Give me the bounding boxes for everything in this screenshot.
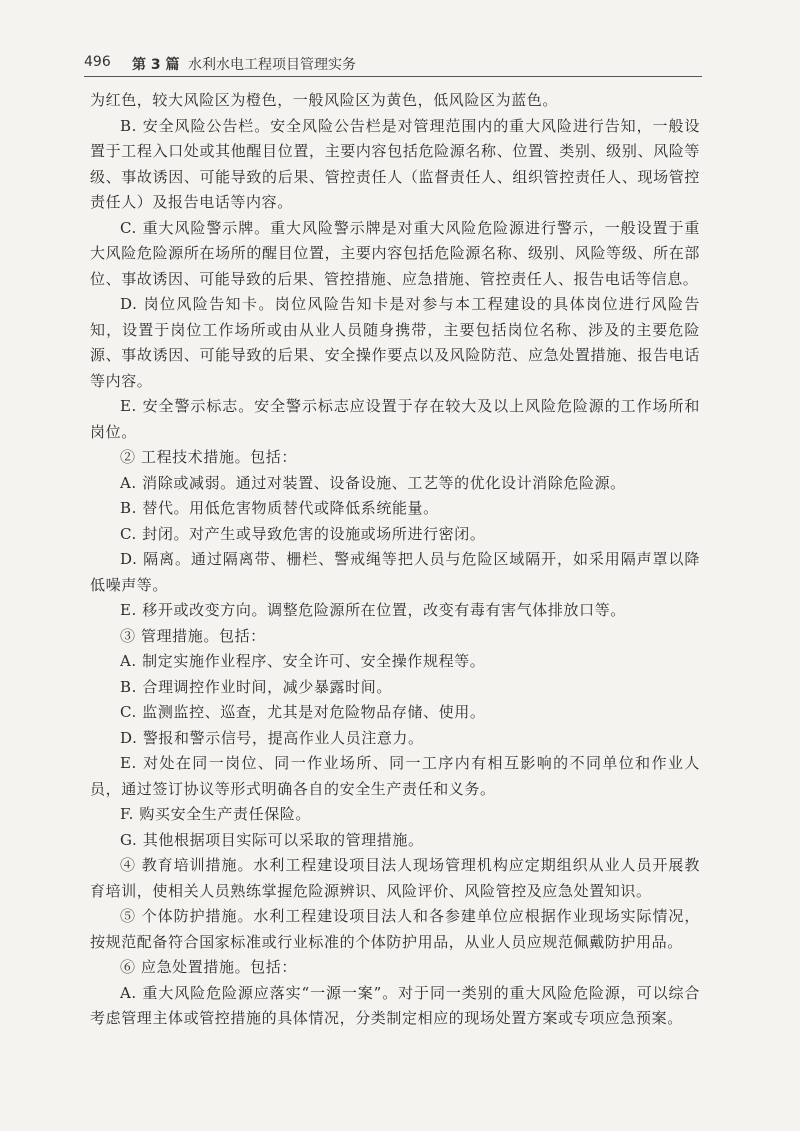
paragraph: D. 岗位风险告知卡。岗位风险告知卡是对参与本工程建设的具体岗位进行风险告知，设置于岗位工作场所或由从业人员随身携带，主要包括岗位名称、涉及的主要危险源、事故诱因、可能导致的后果、安全操作要点以及风险防范、应急处置措施、报告电话等内容。 [90, 295, 700, 390]
paragraph: E. 移开或改变方向。调整危险源所在位置，改变有毒有害气体排放口等。 [120, 601, 626, 619]
paragraph: C. 封闭。对产生或导致危害的设施或场所进行密闭。 [120, 524, 486, 543]
paragraph: E. 安全警示标志。安全警示标志应设置于存在较大及以上风险危险源的工作场所和岗位。 [90, 397, 700, 441]
paragraph: ⑥ 应急处置措施。包括： [120, 958, 297, 976]
paragraph: C. 重大风险警示牌。重大风险警示牌是对重大风险危险源进行警示，一般设置于重大风险危险源所在场所的醒目位置，主要内容包括危险源名称、级别、风险等级、所在部位、事故诱因、可能导致的后果、管控措施、应急措施、管控责任人、报告电话等信息。 [90, 218, 700, 288]
paragraph: ③ 管理措施。包括： [120, 626, 266, 645]
paragraph: C. 监测监控、巡查，尤其是对危险物品存储、使用。 [120, 703, 486, 721]
body-text [90, 88, 700, 1032]
paragraph: A. 消除或减弱。通过对装置、设备设施、工艺等的优化设计消除危险源。 [120, 473, 626, 492]
paragraph: ② 工程技术措施。包括： [120, 448, 297, 466]
paragraph: B. 替代。用低危害物质替代或降低系统能量。 [120, 499, 439, 517]
header-divider [84, 76, 702, 77]
paragraph: A. 制定实施作业程序、安全许可、安全操作规程等。 [120, 652, 486, 670]
paragraph: B. 安全风险公告栏。安全风险公告栏是对管理范围内的重大风险进行告知，一般设置于工程入口处或其他醒目位置，主要内容包括危险源名称、位置、类别、级别、风险等级、事故诱因、可能导致的后果、管控责任人（监督责任人、组织管控责任人、现场管控责任人）及报告电话等内容。 [90, 116, 700, 211]
paragraph: D. 隔离。通过隔离带、栅栏、警戒绳等把人员与危险区域隔开，如采用隔声罩以降低噪声等。 [90, 550, 700, 594]
paragraph: B. 合理调控作业时间，减少暴露时间。 [120, 677, 392, 696]
paragraph: F. 购买安全生产责任保险。 [120, 805, 312, 823]
paragraph: G. 其他根据项目实际可以采取的管理措施。 [120, 830, 424, 849]
paragraph: E. 对处在同一岗位、同一作业场所、同一工序内有相互影响的不同单位和作业人员，通过签订协议等形式明确各自的安全生产责任和义务。 [90, 754, 700, 798]
paragraph: ④ 教育培训措施。水利工程建设项目法人现场管理机构应定期组织从业人员开展教育培训，使相关人员熟练掌握危险源辨识、风险评价、风险管控及应急处置知识。 [90, 856, 700, 900]
page-header [84, 50, 702, 76]
paragraph: A. 重大风险危险源应落实“一源一案”。对于同一类别的重大风险危险源，可以综合考虑管理主体或管控措施的具体情况，分类制定相应的现场处置方案或专项应急预案。 [90, 983, 700, 1027]
page-number: 496 [84, 54, 111, 70]
part-label: 第 3 篇 [132, 57, 180, 73]
paragraph: 为红色，较大风险区为橙色，一般风险区为黄色，低风险区为蓝色。 [90, 91, 559, 109]
paragraph: ⑤ 个体防护措施。水利工程建设项目法人和各参建单位应根据作业现场实际情况，按规范配备符合国家标准或行业标准的个体防护用品，从业人员应规范佩戴防护用品。 [90, 907, 700, 951]
book-title: 水利水电工程项目管理实务 [188, 57, 356, 73]
paragraph: D. 警报和警示信号，提高作业人员注意力。 [120, 728, 424, 747]
